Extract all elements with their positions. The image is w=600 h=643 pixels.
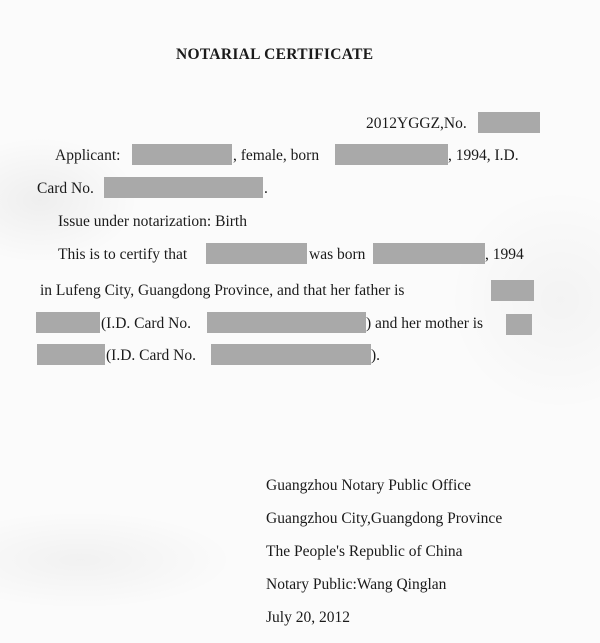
redacted-father-card-number (207, 312, 366, 333)
page-title: NOTARIAL CERTIFICATE (176, 46, 374, 63)
mother-is-text: ) and her mother is (366, 315, 484, 332)
card-number-label: Card No. (37, 180, 94, 197)
redacted-father-name-cont (36, 312, 100, 333)
certificate-date: July 20, 2012 (266, 609, 350, 626)
certify-text: This is to certify that (58, 246, 188, 263)
birth-year-text: , 1994, I.D. (448, 147, 519, 164)
birthplace-text: in Lufeng City, Guangdong Province, and that her father is (40, 282, 405, 299)
notary-city: Guangzhou City,Guangdong Province (266, 510, 503, 527)
reference-number-label: 2012YGGZ,No. (366, 115, 467, 132)
applicant-label: Applicant: (55, 147, 121, 164)
gender-born-text: , female, born (233, 147, 320, 164)
redacted-applicant-name (132, 144, 232, 165)
redacted-birth-date-2 (373, 243, 485, 264)
redacted-reference-number (478, 112, 540, 133)
birth-year-text-2: , 1994 (485, 246, 524, 263)
redacted-mother-card-number (211, 344, 371, 365)
issue-under-notarization: Issue under notarization: Birth (58, 213, 247, 230)
redacted-name (206, 243, 307, 264)
mother-card-close: ). (371, 347, 381, 364)
was-born-text: was born (309, 246, 366, 263)
redacted-mother-name-cont (37, 344, 105, 365)
notary-office: Guangzhou Notary Public Office (266, 477, 472, 494)
redacted-mother-name (506, 314, 532, 335)
redacted-birth-date (335, 144, 448, 165)
notary-public-name: Notary Public:Wang Qinglan (266, 576, 447, 593)
father-card-label: (I.D. Card No. (101, 315, 191, 332)
redacted-father-name (491, 280, 534, 301)
mother-card-label: (I.D. Card No. (106, 347, 196, 364)
notary-country: The People's Republic of China (266, 543, 463, 560)
redacted-card-number (104, 177, 263, 198)
card-number-period: . (264, 180, 268, 197)
